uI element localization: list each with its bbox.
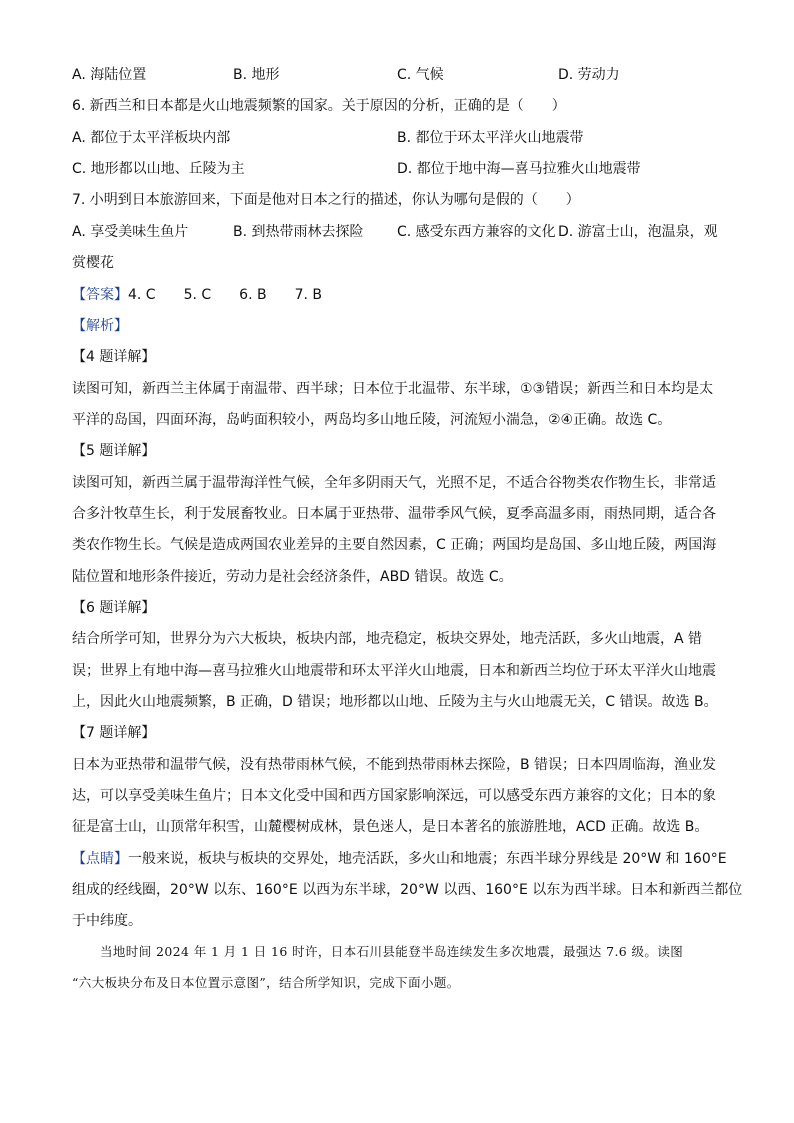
dianjing-line-2: 组成的经线圈，20°W 以东、160°E 以西为东半球，20°W 以西、160°E 以东为西半球。日本和新西兰都位 [72, 882, 743, 898]
q6-option-b: B. 都位于环太平洋火山地震带 [397, 130, 584, 146]
q6-option-c: C. 地形都以山地、丘陵为主 [72, 161, 245, 177]
detail5-line-1: 读图可知，新西兰属于温带海洋性气候，全年多阴雨天气，光照不足，不适合谷物类农作物生长，非常适 [72, 475, 716, 491]
intro-line-1: 当地时间 2024 年 1 月 1 日 16 时许，日本石川县能登半岛连续发生多次地震，最强达 7.6 级。读图 [100, 944, 684, 959]
dianjing-line-1 [72, 849, 727, 869]
detail6-line-1: 结合所学可知，世界分为六大板块，板块内部，地壳稳定，板块交界处，地壳活跃，多火山地震，A 错 [72, 631, 703, 647]
q5-option-b: B. 地形 [233, 67, 280, 83]
detail5-line-2: 合多汁牧草生长，利于发展畜牧业。日本属于亚热带、温带季风气候，夏季高温多雨，雨热同期，适合各 [72, 506, 716, 522]
detail4-line-2: 平洋的岛国，四面环海，岛屿面积较小，两岛均多山地丘陵，河流短小湍急，②④正确。故选 C。 [72, 412, 672, 428]
detail6-line-3: 上，因此火山地震频繁，B 正确，D 错误；地形都以山地、丘陵为主与火山地震无关，C 错误。故选 B。 [72, 694, 718, 710]
detail6-line-2: 误；世界上有地中海—喜马拉雅火山地震带和环太平洋火山地震，日本和新西兰均位于环太平洋火山地震 [72, 663, 716, 679]
q7-option-b: B. 到热带雨林去探险 [233, 224, 364, 240]
answer-line [72, 285, 722, 305]
detail4-title: 【4 题详解】 [72, 349, 156, 365]
answer-text: 4. C 5. C 6. B 7. B [128, 287, 322, 303]
detail7-line-2: 达，可以享受美味生鱼片；日本文化受中国和西方国家影响深远，可以感受东西方兼容的文化；日本的象 [72, 788, 716, 804]
detail6-title: 【6 题详解】 [72, 600, 156, 616]
analysis-label: 【解析】 [72, 318, 128, 334]
q6-option-a: A. 都位于太平洋板块内部 [72, 130, 231, 146]
q7-option-d-continued: 赏樱花 [72, 255, 114, 271]
detail5-title: 【5 题详解】 [72, 443, 156, 459]
detail7-line-3: 征是富士山，山顶常年积雪，山麓樱树成林，景色迷人，是日本著名的旅游胜地，ACD 正确。故选 B。 [72, 819, 709, 835]
answer-label: 【答案】 [72, 287, 128, 303]
detail5-line-3: 类农作物生长。气候是造成两国农业差异的主要自然因素，C 正确；两国均是岛国、多山地丘陵，两国海 [72, 537, 717, 553]
q7-option-a: A. 享受美味生鱼片 [72, 224, 189, 240]
detail5-line-4: 陆位置和地形条件接近，劳动力是社会经济条件，ABD 错误。故选 C。 [72, 569, 513, 585]
q6-stem: 6. 新西兰和日本都是火山地震频繁的国家。关于原因的分析，正确的是（ ） [72, 98, 566, 114]
q7-option-c: C. 感受东西方兼容的文化 [397, 224, 556, 240]
intro-line-2: “六大板块分布及日本位置示意图”，结合所学知识，完成下面小题。 [72, 975, 460, 990]
detail7-line-1: 日本为亚热带和温带气候，没有热带雨林气候，不能到热带雨林去探险，B 错误；日本四周临海，渔业发 [72, 757, 717, 773]
detail4-line-1: 读图可知，新西兰主体属于南温带、西半球；日本位于北温带、东半球，①③错误；新西兰和日本均是太 [72, 381, 714, 397]
detail7-title: 【7 题详解】 [72, 725, 156, 741]
q5-option-a: A. 海陆位置 [72, 67, 147, 83]
dianjing-line-3: 于中纬度。 [72, 913, 142, 929]
q7-option-d: D. 游富士山，泡温泉，观 [558, 224, 718, 240]
dianjing-first-text: 一般来说，板块与板块的交界处，地壳活跃，多火山和地震；东西半球分界线是 20°W 和 160°E [128, 851, 727, 867]
q6-option-d: D. 都位于地中海—喜马拉雅火山地震带 [397, 161, 641, 177]
q7-stem: 7. 小明到日本旅游回来，下面是他对日本之行的描述，你认为哪句是假的（ ） [72, 192, 580, 208]
dianjing-label: 【点睛】 [72, 851, 128, 867]
q5-option-c: C. 气候 [397, 67, 444, 83]
q5-option-d: D. 劳动力 [558, 67, 620, 83]
